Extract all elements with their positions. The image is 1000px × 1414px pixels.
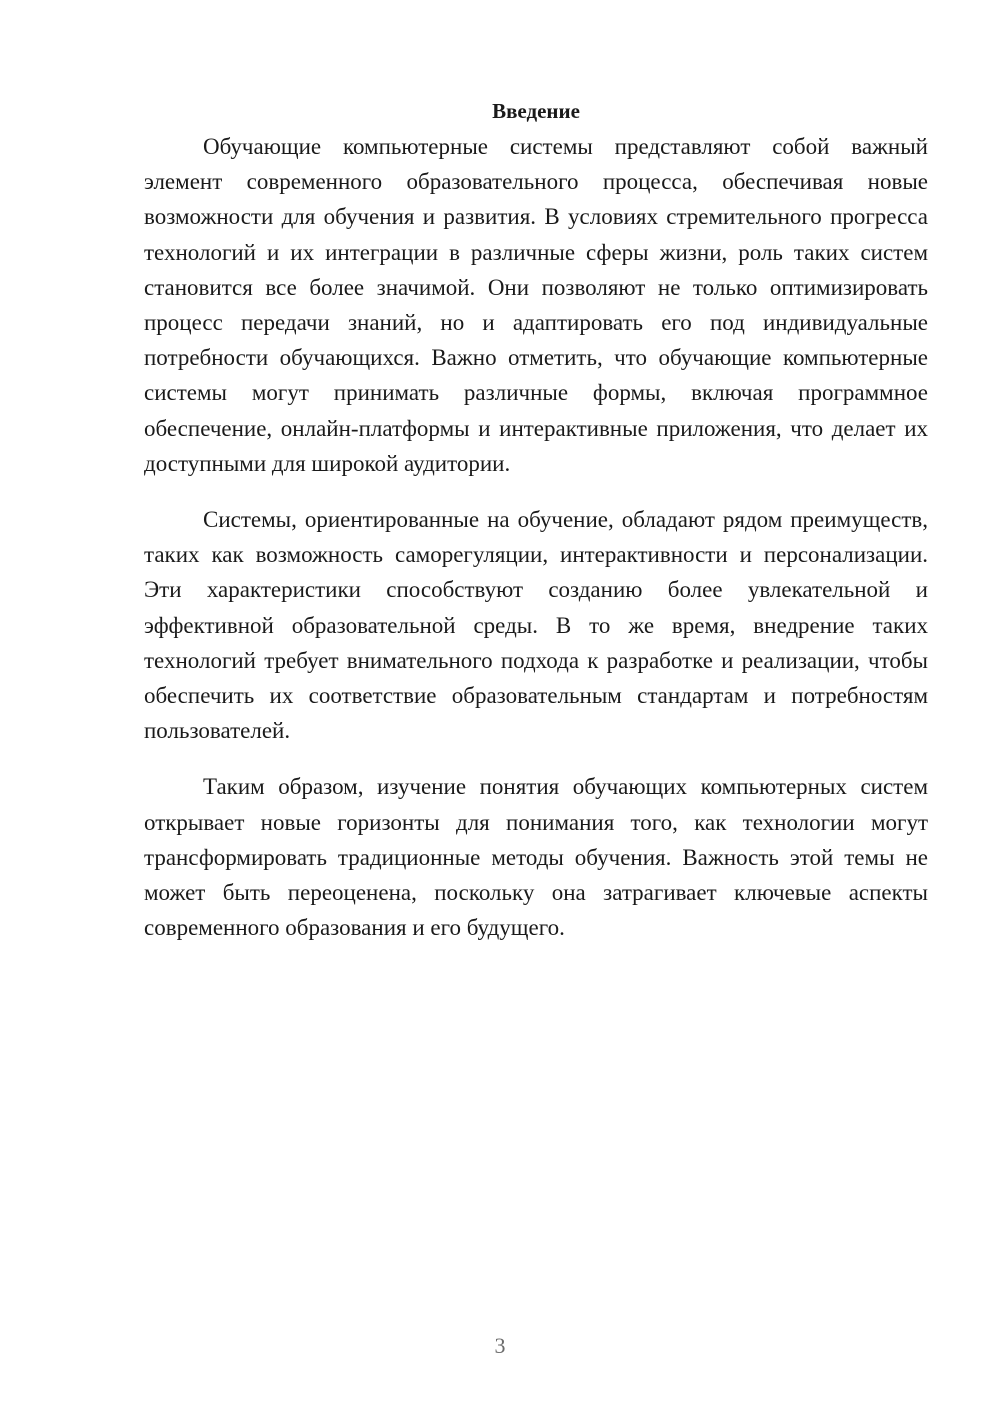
paragraph-intro: Обучающие компьютерные системы представляют собой важный элемент современного образовательного процесса, обеспечивая новые возможности для обучения и развития. В условиях стремительного прогресса технологий и их интеграции в различные сферы жизни, роль таких систем становится все более значимой. Они позволяют не только оптимизировать процесс передачи знаний, но и адаптировать его под индивидуальные потребности обучающихся. Важно отметить, что обучающие компьютерные системы могут принимать различные формы, включая программное обеспечение, онлайн-платформы и интерактивные приложения, что делает их доступными для широкой аудитории. — [144, 134, 928, 476]
page-body — [144, 96, 928, 966]
section-heading: Введение — [492, 99, 580, 123]
paragraph-conclusion: Таким образом, изучение понятия обучающих компьютерных систем открывает новые горизонты для понимания того, как технологии могут трансформировать традиционные методы обучения. Важность этой темы не может быть переоценена, поскольку она затрагивает ключевые аспекты современного образования и его будущего. — [144, 774, 928, 941]
page-number: 3 — [494, 1333, 506, 1358]
paragraph-advantages: Системы, ориентированные на обучение, обладают рядом преимуществ, таких как возможность саморегуляции, интерактивности и персонализации. Эти характеристики способствуют созданию более увлекательной и эффективной образовательной среды. В то же время, внедрение таких технологий требует внимательного подхода к разработке и реализации, чтобы обеспечить их соответствие образовательным стандартам и потребностям пользователей. — [144, 507, 928, 744]
